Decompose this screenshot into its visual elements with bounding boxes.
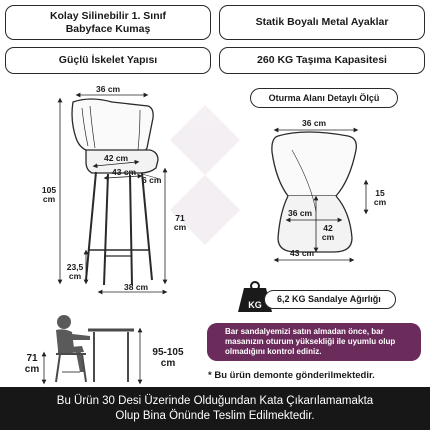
usage-table-height-value: 95-105 [152, 347, 184, 358]
usage-seat-height-value: 71 [26, 353, 38, 364]
side-width-top-label: 36 cm [96, 84, 121, 94]
footer-line-2: Olup Bina Önünde Teslim Edilmektedir. [115, 409, 315, 422]
seat-depth-label [320, 224, 336, 242]
side-total-height-label [40, 186, 58, 204]
usage-table-height-unit: cm [160, 358, 176, 369]
bar-stool-side-illustration [72, 99, 158, 285]
side-seat-width-label: 43 cm [112, 167, 137, 177]
seat-mid-width-label: 36 cm [288, 208, 313, 218]
feature-fabric-line1: Kolay Silinebilir 1. Sınıf [49, 9, 167, 22]
seat-front-illustration [272, 132, 356, 252]
seat-depth-value: 42 [323, 223, 333, 233]
side-seat-depth-label: 42 cm [104, 153, 129, 163]
seat-depth-unit: cm [321, 232, 335, 242]
seat-back-height-unit: cm [373, 197, 387, 207]
seat-back-height-label [372, 189, 388, 207]
usage-table-height-label [141, 347, 195, 369]
seat-detail-title-text: Oturma Alanı Detaylı Ölçü [268, 92, 380, 103]
side-seat-thickness-label: 6 cm [142, 175, 162, 185]
feature-fabric-line2: Babyface Kumaş [65, 22, 151, 35]
weight-label [264, 290, 396, 309]
feature-legs-label: Statik Boyalı Metal Ayaklar [255, 16, 389, 28]
side-footrest-height-value: 23,5 [66, 262, 84, 272]
seat-bottom-width-label: 43 cm [290, 248, 315, 258]
side-seat-height-unit: cm [173, 222, 187, 232]
side-total-height-unit: cm [42, 194, 56, 204]
side-seat-height-value: 71 [175, 213, 185, 223]
assembly-note: * Bu ürün demonte gönderilmektedir. [208, 370, 375, 381]
usage-seat-height-label [22, 353, 42, 375]
side-footrest-height-unit: cm [68, 271, 82, 281]
feature-capacity-label: 260 KG Taşıma Kapasitesi [257, 54, 387, 66]
delivery-footer [0, 387, 430, 430]
side-base-width-label: 38 cm [124, 282, 149, 292]
side-total-height-value: 105 [41, 185, 57, 195]
side-seat-height-label [170, 214, 190, 232]
weight-label-text: 6,2 KG Sandalye Ağırlığı [277, 294, 381, 304]
footer-line-1: Bu Ürün 30 Desi Üzerinde Olduğundan Kata Çıkarılamamakta [56, 394, 374, 407]
compatibility-note: Bar sandalyemizi satın almadan önce, bar masanızın oturum yüksekliği ile uyumlu olup olmadığını kontrol ediniz. [207, 323, 421, 361]
usage-seat-height-unit: cm [24, 364, 40, 375]
weight-badge-text: KG [248, 300, 262, 310]
seat-detail-title [250, 88, 398, 108]
person-at-bar-illustration [56, 315, 90, 372]
side-footrest-height-label [64, 263, 86, 281]
seat-back-height-value: 15 [375, 188, 385, 198]
feature-frame-label: Güçlü İskelet Yapısı [58, 54, 158, 66]
seat-top-width-label: 36 cm [302, 118, 327, 128]
